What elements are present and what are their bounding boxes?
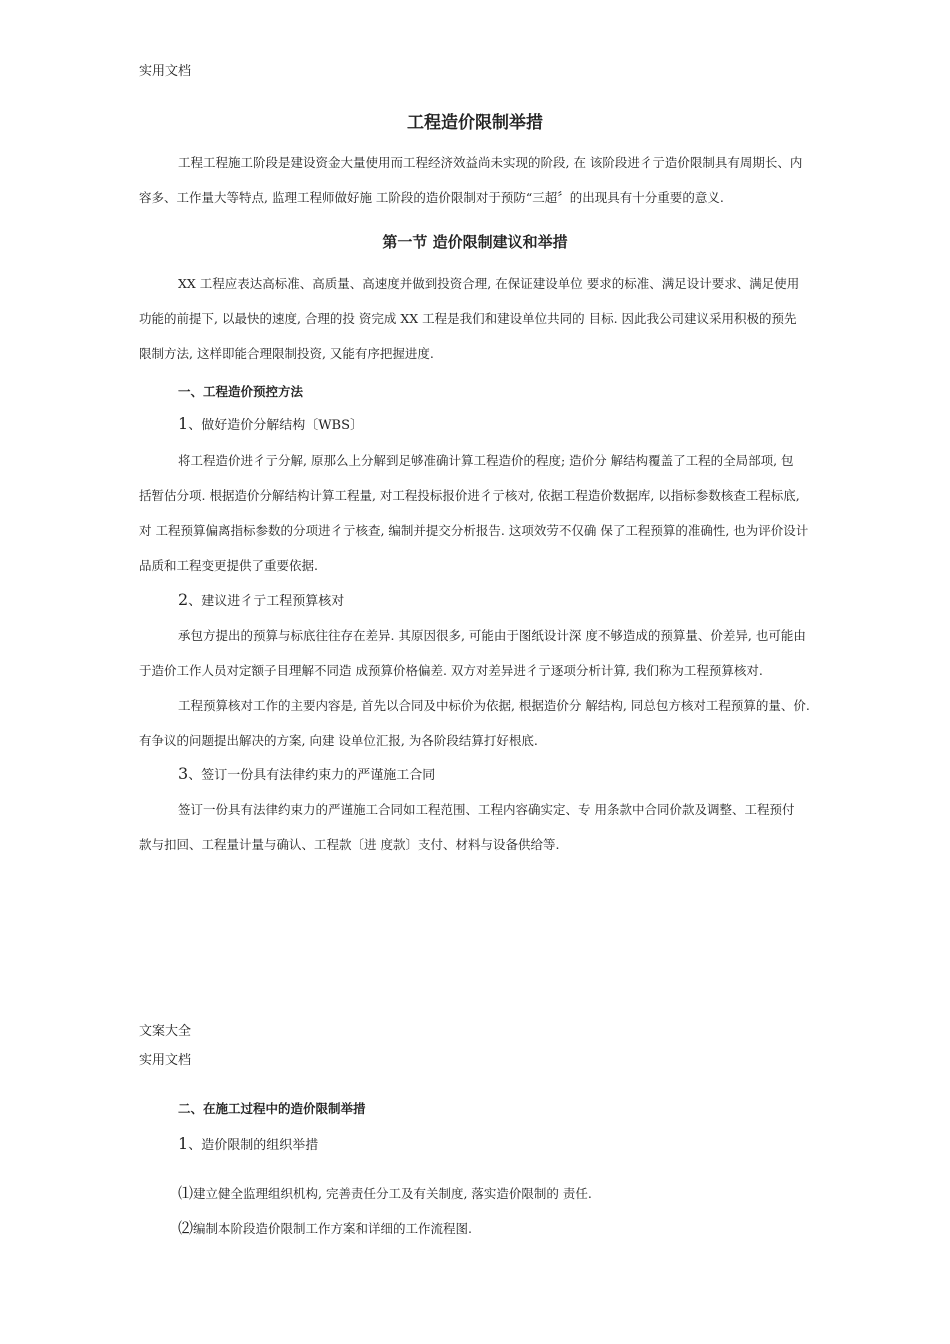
heading-text: 、做好造价分解结构〔WBS〕 (188, 418, 364, 433)
page-header: 实用文档 (139, 64, 192, 79)
heading-number: 1 (178, 414, 189, 433)
text-line: XX 工程应表达高标准、高质量、高速度并做到投资合理, 在保证建设单位 要求的标准、满足设计要求、满足使用 (178, 276, 800, 291)
section-title: 第一节 造价限制建议和举措 (382, 233, 568, 251)
text-line: 括暂估分项. 根据造价分解结构计算工程量, 对工程投标报价进彳亍核对, 依据工程造价数据库, 以指标参数核查工程标底, (139, 488, 800, 503)
page-footer: 文案大全 (139, 1024, 192, 1039)
text-line: 款与扣回、工程量计量与确认、工程款〔进 度款〕支付、材料与设备供给等. (139, 837, 560, 852)
heading-contract (178, 764, 435, 783)
wbs-paragraph (139, 443, 829, 583)
heading-wbs (178, 414, 363, 433)
text-line: 容多、工作量大等特点, 监理工程师做好施 工阶段的造价限制对于预防“三超〞的出现具有十分重要的意义. (139, 190, 724, 205)
heading-construction-cost-control: 二、在施工过程中的造价限制举措 (178, 1101, 366, 1116)
text-line: 工程工程施工阶段是建设资金大量使用而工程经济效益尚未实现的阶段, 在 该阶段进彳亍造价限制具有周期长、内 (178, 155, 803, 170)
text-line: 功能的前提下, 以最快的速度, 合理的投 资完成 XX 工程是我们和建设单位共同的 目标. 因此我公司建议采用积极的预先 (139, 311, 797, 326)
heading-budget-check (178, 590, 344, 609)
heading-cost-precontrol: 一、工程造价预控方法 (178, 384, 304, 399)
text-line: 于造价工作人员对定额子目理解不同造 成预算价格偏差. 双方对差异进彳亍逐项分析计算, 我们称为工程预算核对. (139, 663, 763, 678)
text-line: 有争议的问题提出解决的方案, 向建 设单位汇报, 为各阶段结算打好根底. (139, 733, 538, 748)
text-line: 签订一份具有法律约束力的严谨施工合同如工程范围、工程内容确实定、专 用条款中合同价款及调整、工程预付 (178, 802, 795, 817)
heading-organizational-measures (178, 1134, 318, 1153)
section1-paragraph (139, 266, 829, 371)
document-title: 工程造价限制举措 (407, 113, 543, 133)
heading-number: 1 (178, 1134, 189, 1153)
list-item-text: 编制本阶段造价限制工作方案和详细的工作流程图. (193, 1221, 472, 1236)
text-line: 承包方提出的预算与标底往往存在差异. 其原因很多, 可能由于图纸设计深 度不够造成的预算量、价差异, 也可能由 (178, 628, 806, 643)
text-line: 工程预算核对工作的主要内容是, 首先以合同及中标价为依据, 根据造价分 解结构, 同总包方核对工程预算的量、价. (178, 698, 810, 713)
heading-text: 、造价限制的组织举措 (188, 1138, 319, 1153)
list-item-text: 建立健全监理组织机构, 完善责任分工及有关制度, 落实造价限制的 责任. (193, 1186, 592, 1201)
list-item (178, 1182, 592, 1203)
text-line: 品质和工程变更提供了重要依据. (139, 558, 318, 573)
intro-paragraph (139, 145, 829, 215)
contract-paragraph (139, 792, 829, 862)
text-line: 将工程造价进彳亍分解, 原那么上分解到足够准确计算工程造价的程度; 造价分 解结构覆盖了工程的全局部项, 包 (178, 453, 794, 468)
list-item-number: ⑵ (178, 1219, 194, 1237)
text-line: 限制方法, 这样即能合理限制投资, 又能有序把握进度. (139, 346, 434, 361)
list-item (178, 1217, 472, 1238)
heading-text: 、建议进彳亍工程预算核对 (188, 594, 345, 609)
heading-number: 2 (178, 590, 189, 609)
text-line: 对 工程预算偏离指标参数的分项进彳亍核查, 编制并提交分析报告. 这项效劳不仅确 保了工程预算的准确性, 也为评价设计 (139, 523, 809, 538)
list-item-number: ⑴ (178, 1184, 194, 1202)
budget-paragraph-2 (139, 688, 829, 758)
page-header: 实用文档 (139, 1053, 192, 1068)
budget-paragraph-1 (139, 618, 829, 688)
heading-text: 、签订一份具有法律约束力的严谨施工合同 (188, 768, 436, 783)
heading-number: 3 (178, 764, 189, 783)
